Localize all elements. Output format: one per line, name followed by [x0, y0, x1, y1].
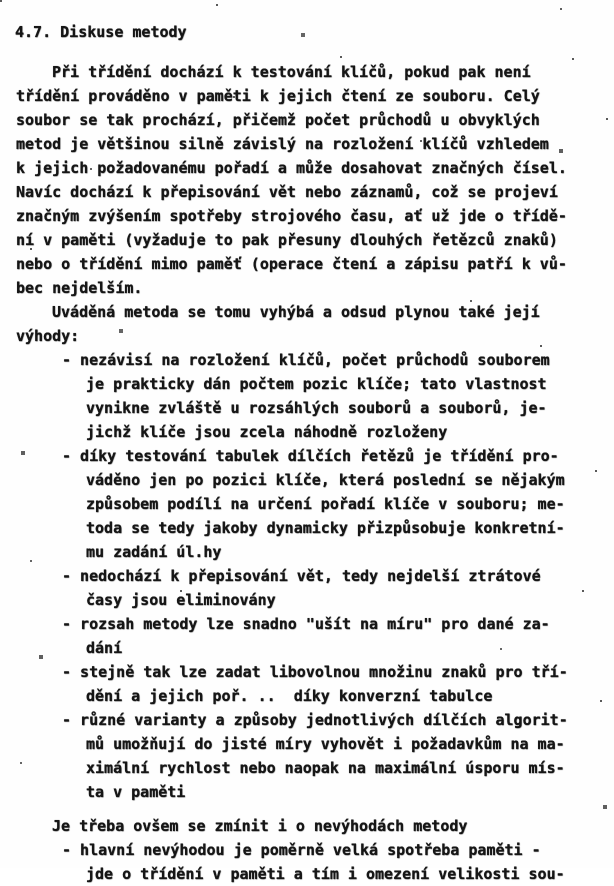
text-line: výhody: — [16, 327, 80, 345]
text-line: - díky testování tabulek dílčích řetězů je třídění pro- — [62, 447, 559, 465]
text-line: dání — [86, 639, 123, 657]
text-line: ximální rychlost nebo naopak na maximální úsporu mís- — [86, 759, 565, 777]
text-line: mů umožňují do jisté míry vyhovět i požadavkům na ma- — [86, 735, 565, 753]
text-line: mu zadání úl.hy — [86, 543, 222, 561]
text-line: třídění prováděno v paměti k jejich čtení ze souboru. Celý — [16, 87, 540, 105]
text-line: Je třeba ovšem se zmínit i o nevýhodách metody — [52, 817, 468, 835]
text-line: toda se tedy jakoby dynamicky přizpůsobuje konkretní- — [86, 519, 565, 537]
text-line: časy jsou eliminovány — [86, 591, 276, 609]
text-line: ta v paměti — [86, 783, 186, 801]
text-line: dění a jejich poř. .. díky konverzní tabulce — [86, 687, 493, 705]
text-line: bec nejdelším. — [16, 279, 143, 297]
text-line: způsobem podílí na určení pořadí klíče v souboru; me- — [86, 495, 565, 513]
text-line: Při třídění dochází k testování klíčů, pokud pak není — [52, 63, 531, 81]
text-line: - nedochází k přepisování vět, tedy nejdelší ztrátové — [62, 567, 541, 585]
text-line: soubor se tak prochází, přičemž počet průchodů u obvyklých — [16, 111, 540, 129]
text-line: - stejně tak lze zadat libovolnou množinu znaků pro tří- — [62, 663, 568, 681]
text-line: metod je většinou silně závislý na rozložení klíčů vzhledem — [16, 135, 549, 153]
body-text — [0, 60, 614, 886]
section-heading: 4.7. Diskuse metody — [15, 23, 187, 41]
text-line: vynikne zvláště u rozsáhlých souborů a souborů, je- — [86, 399, 547, 417]
text-line: je prakticky dán počtem pozic klíče; tato vlastnost — [86, 375, 547, 393]
text-line: jichž klíče jsou zcela náhodně rozloženy — [86, 423, 448, 441]
text-line: - nezávisí na rozložení klíčů, počet průchodů souborem — [62, 351, 550, 369]
text-line: k jejich požadovanému pořadí a může dosahovat značných čísel. — [16, 159, 567, 177]
text-line: - různé varianty a způsoby jednotlivých dílčích algorit- — [62, 711, 568, 729]
scan-noise — [0, 0, 2, 2]
text-line: - hlavní nevýhodou je poměrně velká spotřeba paměti - — [62, 841, 541, 859]
text-line: ní v paměti (vyžaduje to pak přesuny dlouhých řetězců znaků) — [16, 231, 558, 249]
text-line: nebo o třídění mimo paměť (operace čtení a zápisu patří k vů- — [16, 255, 567, 273]
text-line: značným zvýšením spotřeby strojového času, ať už jde o třídě- — [16, 207, 567, 225]
text-line: váděno jen po pozici klíče, která poslední se nějakým — [86, 471, 565, 489]
text-line: Navíc dochází k přepisování vět nebo záznamů, což se projeví — [16, 183, 558, 201]
text-line: - rozsah metody lze snadno "ušít na míru" pro dané za- — [62, 615, 550, 633]
text-line: Uváděná metoda se tomu vyhýbá a odsud plynou také její — [52, 303, 540, 321]
text-line: jde o třídění v paměti a tím i omezení velikosti sou- — [86, 865, 565, 883]
